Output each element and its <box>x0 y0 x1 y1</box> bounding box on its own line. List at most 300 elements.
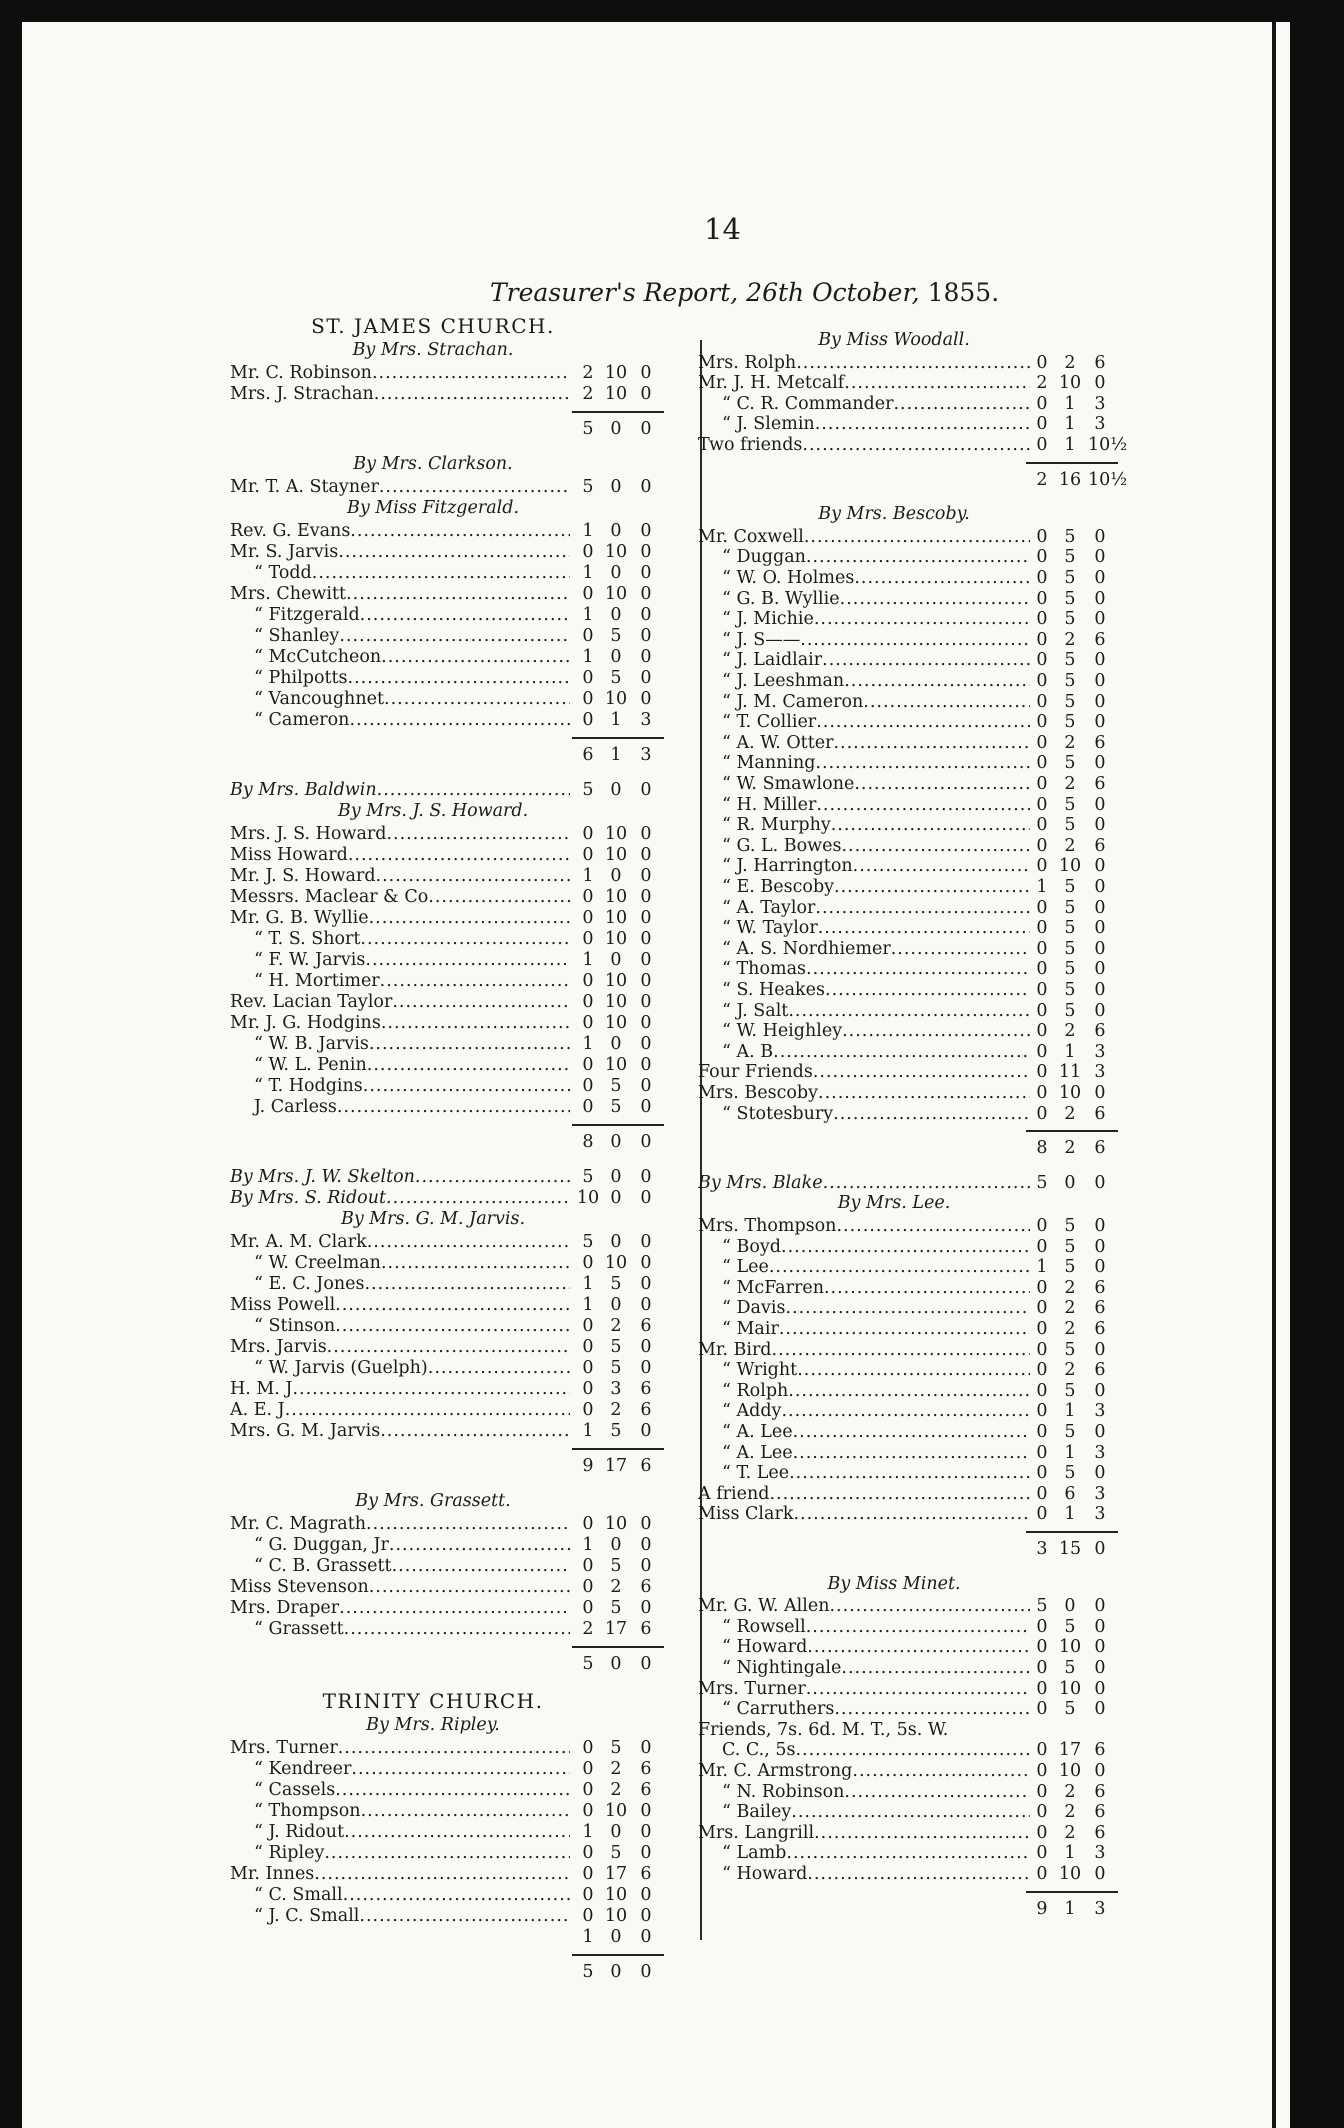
amount-pence: 0 <box>640 1295 652 1315</box>
amount-pounds: 0 <box>582 824 594 844</box>
amount-shillings: 0 <box>1064 1172 1076 1193</box>
donor-name-text: “ T. S. Short <box>254 929 361 949</box>
donation-row <box>230 1076 666 1097</box>
right-column <box>698 330 1128 1930</box>
donation-row <box>230 1822 666 1843</box>
donation-row <box>698 1782 1120 1803</box>
donor-name-text: “ J. Slemin <box>722 414 815 435</box>
subtotal-pounds: 9 <box>1036 1898 1048 1919</box>
donation-row <box>698 1617 1120 1638</box>
amount-pounds: 0 <box>582 1358 594 1378</box>
amount-pounds: 0 <box>582 626 594 646</box>
donation-row <box>230 1034 666 1055</box>
amount-pounds: 0 <box>1036 671 1048 691</box>
donation-row <box>230 1577 666 1598</box>
donor-name-text: “ G. L. Bowes <box>722 835 842 856</box>
subtotal-pounds: 3 <box>1036 1539 1048 1559</box>
amount-shillings: 5 <box>1064 588 1076 609</box>
donation-row <box>698 394 1120 415</box>
donor-name-text: “ Vancoughnet <box>254 689 384 709</box>
amount-pence: 0 <box>1094 1083 1106 1103</box>
donation-row <box>230 584 666 605</box>
donor-name <box>698 733 1030 754</box>
amount-pounds: 0 <box>582 1864 594 1884</box>
subtotal-pounds: 5 <box>582 419 594 439</box>
amount-pence: 6 <box>1094 352 1106 373</box>
amount-shillings: 10 <box>604 992 628 1012</box>
donation-row <box>698 414 1120 435</box>
amount-shillings: 2 <box>610 1780 622 1800</box>
donor-name-text: Mr. A. M. Clark <box>230 1232 367 1252</box>
amount-pence: 6 <box>640 1780 652 1800</box>
donor-name <box>698 1484 1030 1505</box>
amount-pence: 6 <box>1094 1298 1106 1319</box>
donor-name-text: “ A. S. Nordhiemer <box>722 938 891 959</box>
amount-pounds: 0 <box>1036 1422 1048 1442</box>
amount-pounds: 0 <box>1036 691 1048 712</box>
amount-pounds: 0 <box>1036 753 1048 774</box>
amount-shillings: 5 <box>1064 671 1076 691</box>
amount-pence: 0 <box>1094 712 1106 733</box>
amount-pence: 6 <box>640 1759 652 1779</box>
amount-shillings: 6 <box>1064 1483 1076 1504</box>
donor-name <box>230 521 570 542</box>
donation-row <box>698 1422 1120 1443</box>
donor-name-text: “ Lamb <box>722 1843 787 1864</box>
donation-row <box>698 1237 1120 1258</box>
donor-name <box>698 1001 1030 1022</box>
amount-shillings: 5 <box>1064 918 1076 939</box>
amount-pence: 0 <box>640 1034 652 1054</box>
amount-pence: 0 <box>1094 1216 1106 1236</box>
amount-pounds: 1 <box>1036 877 1048 897</box>
donor-name-text: “ Shanley <box>254 626 340 646</box>
amount-pence: 0 <box>1094 1422 1106 1442</box>
donor-name <box>230 1864 570 1885</box>
amount-pence: 0 <box>1094 897 1106 918</box>
subtotal-shillings: 2 <box>1064 1138 1076 1159</box>
subtotal-row <box>230 419 666 440</box>
amount-shillings: 5 <box>1064 1658 1076 1678</box>
donor-name-text: “ Howard <box>722 1637 808 1658</box>
donor-name-text: “ Mair <box>722 1319 779 1339</box>
donation-row <box>698 898 1120 919</box>
subtotal-row <box>230 1456 666 1477</box>
donation-row <box>698 1062 1120 1083</box>
donor-name-text: “ W. L. Penin <box>254 1055 367 1075</box>
amount-shillings: 10 <box>604 1055 628 1075</box>
amount-pounds: 0 <box>582 1379 594 1399</box>
donor-name-text: “ Boyd <box>722 1236 781 1257</box>
amount-pence: 0 <box>640 1843 652 1863</box>
amount-pounds: 0 <box>1036 1360 1048 1381</box>
donor-name-text: “ W. O. Holmes <box>722 568 855 588</box>
donor-name-text: “ A. B <box>722 1041 774 1062</box>
amount-pounds: 0 <box>1036 1062 1048 1083</box>
donor-name <box>230 1232 570 1253</box>
amount-pence: 0 <box>640 384 652 404</box>
amount-pounds: 0 <box>1036 1843 1048 1864</box>
amount-pence: 0 <box>640 584 652 604</box>
amount-pounds: 0 <box>1036 1083 1048 1103</box>
amount-shillings: 0 <box>610 563 622 583</box>
amount-pence: 0 <box>640 1076 652 1096</box>
amount-shillings: 1 <box>1064 1401 1076 1422</box>
amount-pence: 0 <box>1094 609 1106 630</box>
donation-row <box>698 1823 1120 1844</box>
donor-name <box>230 1253 570 1274</box>
subtotal-rule <box>1026 1531 1118 1533</box>
amount-shillings: 5 <box>1064 691 1076 712</box>
donation-row <box>230 1598 666 1619</box>
donor-name <box>698 1042 1030 1063</box>
donor-name-text: “ Addy <box>722 1401 782 1422</box>
donation-row <box>698 527 1120 548</box>
donor-name-text: “ Cassels <box>254 1780 336 1800</box>
amount-pence: 6 <box>640 1379 652 1399</box>
amount-pounds: 0 <box>1036 1298 1048 1319</box>
amount-pounds: 0 <box>1036 1000 1048 1021</box>
amount-pounds: 1 <box>582 1295 594 1315</box>
donation-row <box>698 1802 1120 1823</box>
donation-row <box>230 1906 666 1927</box>
amount-pence: 0 <box>640 647 652 667</box>
amount-pence: 0 <box>1094 373 1106 394</box>
amount-pounds: 1 <box>1036 1257 1048 1278</box>
amount-shillings: 10 <box>604 887 628 907</box>
amount-shillings: 2 <box>1064 835 1076 856</box>
donor-name <box>230 1013 570 1034</box>
amount-pounds: 0 <box>582 887 594 907</box>
donation-row <box>230 563 666 584</box>
donor-name <box>698 1298 1030 1319</box>
amount-pence: 0 <box>640 521 652 541</box>
donation-row <box>698 373 1120 394</box>
amount-pence: 0 <box>1094 1864 1106 1884</box>
donor-name <box>698 1021 1030 1042</box>
amount-shillings: 0 <box>610 1822 622 1842</box>
amount-pounds: 5 <box>582 477 594 497</box>
donor-name <box>230 992 570 1013</box>
amount-shillings: 1 <box>1064 393 1076 414</box>
subtotal-shillings: 1 <box>610 745 622 765</box>
donation-row <box>230 1400 666 1421</box>
amount-pounds: 0 <box>1036 856 1048 877</box>
amount-pounds: 1 <box>582 1421 594 1441</box>
subtotal-pounds: 2 <box>1036 469 1048 490</box>
donor-name <box>698 1617 1030 1638</box>
amount-pence: 0 <box>1094 1658 1106 1678</box>
amount-shillings: 5 <box>1064 1463 1076 1484</box>
donor-name-text: “ Fitzgerald <box>254 605 360 625</box>
subtotal-pounds: 8 <box>582 1132 594 1152</box>
donor-name-text: “ Todd <box>254 563 312 583</box>
amount-pounds: 0 <box>1036 1678 1048 1699</box>
amount-pence: 0 <box>640 542 652 562</box>
amount-pounds: 0 <box>582 1801 594 1821</box>
amount-shillings: 10 <box>604 363 628 383</box>
donor-name <box>230 626 570 647</box>
amount-shillings: 5 <box>610 1274 622 1294</box>
subtotal-pence: 0 <box>640 419 652 439</box>
amount-shillings: 17 <box>604 1619 628 1639</box>
donor-name-text: Rev. G. Evans <box>230 521 351 541</box>
donor-name <box>698 1802 1030 1823</box>
donor-name-text: Mr. G. B. Wyllie <box>230 908 369 928</box>
donor-name <box>698 568 1030 589</box>
donation-row <box>230 1927 666 1948</box>
donor-name <box>698 753 1030 774</box>
amount-shillings: 10 <box>1058 1678 1082 1699</box>
donor-name <box>230 1274 570 1295</box>
amount-pence: 0 <box>640 887 652 907</box>
donor-name-text: “ S. Heakes <box>722 980 825 1000</box>
donor-name <box>698 671 1030 692</box>
amount-shillings: 5 <box>1064 547 1076 568</box>
subtotal-pence: 3 <box>1094 1898 1106 1919</box>
amount-pounds: 0 <box>582 689 594 709</box>
amount-shillings: 5 <box>1064 938 1076 959</box>
donation-row <box>230 542 666 563</box>
report-year: 1855. <box>927 278 1000 307</box>
donor-name <box>230 780 570 801</box>
amount-pounds: 0 <box>1036 1319 1048 1339</box>
donor-name-text: Four Friends <box>698 1062 813 1083</box>
amount-pence: 0 <box>640 992 652 1012</box>
amount-pence: 0 <box>1094 794 1106 815</box>
donor-name-text: “ Stotesbury <box>722 1103 834 1124</box>
donor-name <box>698 774 1030 795</box>
amount-shillings: 5 <box>1064 1236 1076 1257</box>
amount-pounds: 0 <box>1036 1802 1048 1823</box>
amount-pence: 0 <box>640 1337 652 1357</box>
subtotal-shillings: 0 <box>610 1132 622 1152</box>
subtotal-pence: 0 <box>640 1654 652 1674</box>
donor-name-text: “ McCutcheon <box>254 647 382 667</box>
amount-shillings: 5 <box>1064 959 1076 980</box>
amount-shillings: 10 <box>604 1906 628 1926</box>
amount-pence: 0 <box>640 477 652 497</box>
amount-pounds: 0 <box>1036 1483 1048 1504</box>
amount-pence: 0 <box>1094 959 1106 980</box>
amount-pounds: 0 <box>582 908 594 928</box>
donor-name-text: “ W. B. Jarvis <box>254 1034 369 1054</box>
amount-pence: 0 <box>1094 1596 1106 1617</box>
donation-row <box>230 971 666 992</box>
donation-row <box>230 1885 666 1906</box>
amount-pence: 6 <box>1094 1740 1106 1761</box>
donation-row <box>698 712 1120 733</box>
amount-shillings: 17 <box>604 1864 628 1884</box>
donor-name <box>698 1864 1030 1885</box>
donation-row <box>698 1637 1120 1658</box>
amount-pence: 6 <box>1094 1360 1106 1381</box>
amount-shillings: 5 <box>610 1598 622 1618</box>
donor-name <box>698 980 1030 1001</box>
donor-name <box>230 542 570 563</box>
donor-name-text: “ W. Jarvis (Guelph) <box>254 1358 428 1378</box>
donor-name <box>698 877 1030 898</box>
amount-shillings: 10 <box>604 584 628 604</box>
amount-shillings: 0 <box>610 1167 622 1187</box>
donor-name-text: Mr. Coxwell <box>698 526 804 547</box>
amount-pence: 0 <box>640 845 652 865</box>
donor-name <box>230 1801 570 1822</box>
donor-name-text: Miss Howard <box>230 845 348 865</box>
donation-row <box>230 668 666 689</box>
donor-name-text: Mrs. G. M. Jarvis <box>230 1421 381 1441</box>
amount-pounds: 0 <box>582 1013 594 1033</box>
amount-shillings: 2 <box>1064 732 1076 753</box>
amount-shillings: 5 <box>1064 877 1076 897</box>
donor-name <box>230 1076 570 1097</box>
amount-shillings: 2 <box>610 1577 622 1597</box>
donation-row <box>230 950 666 971</box>
subtotal-rule <box>572 1954 664 1956</box>
page-number: 14 <box>704 212 741 246</box>
amount-pence: 0 <box>1094 1761 1106 1781</box>
amount-pounds: 1 <box>582 950 594 970</box>
donation-row <box>230 477 666 498</box>
amount-pence: 0 <box>640 1232 652 1252</box>
amount-pounds: 1 <box>582 1927 594 1947</box>
donation-row <box>698 795 1120 816</box>
donation-row <box>230 1801 666 1822</box>
donor-name <box>230 950 570 971</box>
amount-pence: 0 <box>1094 526 1106 547</box>
donor-name-text: “ G. Duggan, Jr <box>254 1535 389 1555</box>
donation-row <box>698 1720 1120 1741</box>
amount-shillings: 2 <box>1064 1360 1076 1381</box>
amount-pounds: 1 <box>582 1274 594 1294</box>
amount-pounds: 0 <box>1036 1740 1048 1761</box>
donor-name <box>698 1422 1030 1443</box>
subtotal-row <box>230 1132 666 1153</box>
donation-row <box>698 1740 1120 1761</box>
page-edge <box>1272 22 1276 2128</box>
amount-pounds: 0 <box>1036 1658 1048 1678</box>
donor-name-text: By Mrs. Blake <box>698 1172 823 1193</box>
amount-shillings: 5 <box>1064 1216 1076 1236</box>
amount-shillings: 10 <box>1058 1761 1082 1781</box>
amount-pence: 0 <box>640 605 652 625</box>
donor-name-text: “ Cameron <box>254 710 350 730</box>
church-heading: TRINITY CHURCH. <box>322 1689 544 1713</box>
amount-pounds: 1 <box>582 605 594 625</box>
donor-name-text: Mrs. J. Strachan <box>230 384 374 404</box>
amount-pence: 6 <box>1094 835 1106 856</box>
donor-name <box>230 1759 570 1780</box>
donor-name <box>698 1782 1030 1803</box>
amount-shillings: 5 <box>1064 712 1076 733</box>
amount-pence: 0 <box>640 1556 652 1576</box>
donor-name <box>230 384 570 405</box>
collector-heading: By Mrs. J. S. Howard. <box>337 801 529 821</box>
donor-name-text: “ A. Lee <box>722 1422 793 1442</box>
donation-row <box>698 836 1120 857</box>
donor-name <box>230 1421 570 1442</box>
amount-shillings: 2 <box>1064 1021 1076 1042</box>
donation-row <box>698 1298 1120 1319</box>
donor-name-text: “ J. Harrington <box>722 856 853 877</box>
amount-pounds: 2 <box>582 363 594 383</box>
donor-name <box>698 1237 1030 1258</box>
donation-row <box>698 1679 1120 1700</box>
subtotal-shillings: 0 <box>610 1962 622 1982</box>
donor-name <box>230 845 570 866</box>
subtotal-row <box>230 1962 666 1983</box>
donor-name <box>698 1463 1030 1484</box>
amount-pounds: 0 <box>1036 1103 1048 1124</box>
donation-row <box>230 1097 666 1118</box>
amount-shillings: 1 <box>1064 414 1076 435</box>
amount-shillings: 5 <box>1064 794 1076 815</box>
amount-pounds: 0 <box>1036 1021 1048 1042</box>
subtotal-pounds: 6 <box>582 745 594 765</box>
donation-row <box>698 1042 1120 1063</box>
amount-pence: 0 <box>1094 568 1106 588</box>
donation-row <box>230 1316 666 1337</box>
donor-name <box>698 1381 1030 1402</box>
amount-pence: 3 <box>1094 1401 1106 1422</box>
amount-pence: 0 <box>640 780 652 800</box>
amount-pounds: 0 <box>1036 1781 1048 1802</box>
donation-row <box>698 609 1120 630</box>
amount-shillings: 10 <box>604 542 628 562</box>
amount-pence: 6 <box>1094 1277 1106 1298</box>
amount-pounds: 0 <box>582 1253 594 1273</box>
donor-name-text: “ Howard <box>722 1864 808 1884</box>
donor-name-text: “ C. Small <box>254 1885 343 1905</box>
donor-name <box>698 1401 1030 1422</box>
amount-pence: 6 <box>1094 1319 1106 1339</box>
donation-row <box>698 733 1120 754</box>
report-title-text: Treasurer's Report, 26th October, <box>490 278 920 307</box>
donor-name <box>230 1514 570 1535</box>
amount-pounds: 0 <box>1036 414 1048 435</box>
donor-name-text: “ J. Michie <box>722 609 814 630</box>
subtotal-pounds: 8 <box>1036 1138 1048 1159</box>
amount-pence: 0 <box>1094 588 1106 609</box>
donation-row <box>230 1780 666 1801</box>
amount-pence: 0 <box>1094 691 1106 712</box>
amount-shillings: 2 <box>1064 1277 1076 1298</box>
subtotal-row <box>230 745 666 766</box>
amount-pence: 6 <box>1094 1103 1106 1124</box>
donor-name <box>230 668 570 689</box>
amount-pounds: 0 <box>582 1316 594 1336</box>
donor-name <box>230 1034 570 1055</box>
amount-pounds: 0 <box>582 992 594 1012</box>
donation-row <box>230 1738 666 1759</box>
donor-name <box>230 887 570 908</box>
amount-pence: 0 <box>640 1535 652 1555</box>
donor-name <box>698 1443 1030 1464</box>
amount-shillings: 10 <box>604 1801 628 1821</box>
amount-shillings: 5 <box>1064 980 1076 1000</box>
collector-heading: By Mrs. G. M. Jarvis. <box>340 1209 526 1229</box>
donation-row <box>698 1761 1120 1782</box>
donation-row <box>698 1340 1120 1361</box>
donation-row <box>230 1619 666 1640</box>
subtotal-rule <box>1026 1130 1118 1132</box>
donor-name <box>230 866 570 887</box>
amount-shillings: 0 <box>610 477 622 497</box>
donor-name-text: Mr. T. A. Stayner <box>230 477 379 497</box>
donor-name <box>698 1823 1030 1844</box>
donation-row <box>698 774 1120 795</box>
donation-row <box>230 363 666 384</box>
